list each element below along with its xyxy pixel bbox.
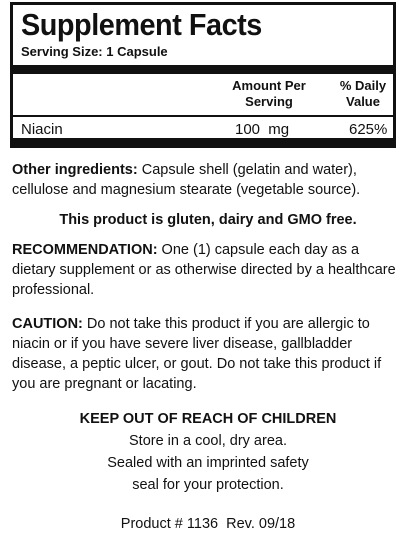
other-ingredients-text: Capsule shell (gelatin and water), cellulose and magnesium stearate (vegetable source). — [12, 162, 361, 198]
keep-out-warning: KEEP OUT OF REACH OF CHILDREN — [79, 411, 337, 427]
allergen-free-statement: This product is gluten, dairy and GMO free. — [59, 212, 357, 228]
nutrient-amount: 100 mg — [235, 121, 290, 138]
recommendation-label: RECOMMENDATION: — [12, 242, 158, 258]
storage-line-2: Sealed with an imprinted safety — [107, 455, 309, 471]
nutrient-name: Niacin — [21, 121, 63, 138]
nutrient-daily-value: 625% — [349, 121, 388, 138]
caution-text: Do not take this product if you are allergic to niacin or if you have severe liver disease, gallbladder disease, a peptic ulcer, or gout. Do not take this product if you are pregnant or lacating. — [12, 316, 382, 392]
bottom-divider — [13, 138, 393, 145]
thick-divider — [13, 65, 393, 74]
caution-label: CAUTION: — [12, 316, 83, 332]
other-ingredients — [12, 160, 404, 200]
facts-title: Supplement Facts — [21, 7, 262, 42]
amount-per-serving-header: Amount Per Serving — [232, 78, 306, 109]
caution — [12, 314, 404, 394]
other-ingredients-label: Other ingredients: — [12, 162, 138, 178]
storage-line-1: Store in a cool, dry area. — [129, 433, 287, 449]
product-info: Product # 1136 Rev. 09/18 — [120, 516, 296, 532]
storage-line-3: seal for your protection. — [132, 477, 284, 493]
recommendation — [12, 240, 404, 300]
header-divider — [13, 115, 393, 117]
recommendation-text: One (1) capsule each day as a dietary supplement or as otherwise directed by a healthcare professional. — [12, 242, 396, 298]
daily-value-header: % Daily Value — [339, 78, 387, 109]
serving-size: Serving Size: 1 Capsule — [21, 44, 168, 59]
supplement-facts-panel — [10, 2, 396, 148]
